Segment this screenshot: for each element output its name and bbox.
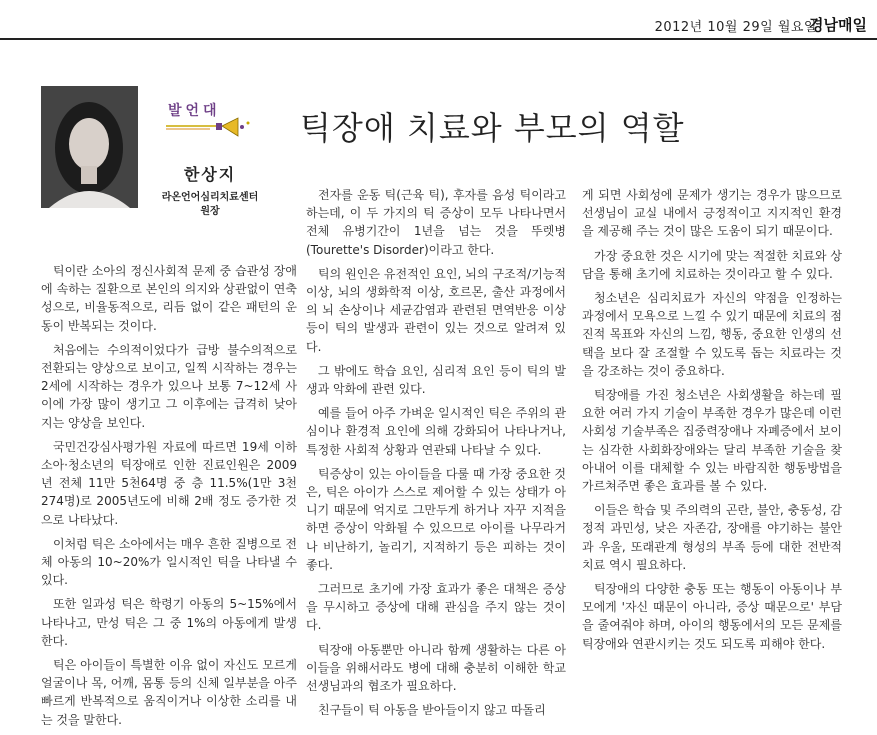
paragraph: 틱장애 아동뿐만 아니라 함께 생활하는 다른 아이들을 위해서라도 병에 대해 충분히 이해한 학교 선생님과의 협조가 필요하다. [306, 642, 566, 694]
masthead-rule [0, 38, 877, 40]
paragraph: 이처럼 틱은 소아에서는 매우 흔한 질병으로 전체 아동의 10~20%가 일시적인 틱을 나타낼 수 있다. [41, 536, 297, 588]
column-badge-label: 발언대 [168, 103, 221, 119]
paragraph: 청소년은 심리치료가 자신의 약점을 인정하는 과정에서 모욕으로 느낄 수 있기 때문에 치료의 점진적 목표와 자신의 느낌, 행동, 중요한 인생의 선택을 보다 잘 조절할 수 있도록 돕는 치료라는 것을 강조하는 것이 중요하다. [582, 291, 842, 378]
paragraph: 그 밖에도 학습 요인, 심리적 요인 등이 틱의 발생과 악화에 관련 있다. [306, 363, 566, 397]
newspaper-name: 경남매일 [809, 16, 867, 34]
paragraph: 이들은 학습 및 주의력의 곤란, 불안, 충동성, 감정적 과민성, 낮은 자존감, 장애를 야기하는 불안과 우울, 또래관계 형성의 부족 등에 대한 전반적 치료 역시 필요하다. [582, 503, 842, 572]
article-column-3 [582, 186, 842, 659]
author-name: 한상지 [183, 165, 237, 184]
paragraph: 틱의 원인은 유전적인 요인, 뇌의 구조적/기능적 이상, 뇌의 생화학적 이상, 호르몬, 출산 과정에서의 뇌 손상이나 세균감염과 관련된 면역반응 이상 등이 틱의 발생과 관련이 있는 것으로 알려져 있다. [306, 266, 566, 354]
author-affiliation: 라온언어심리치료센터 [161, 192, 259, 203]
paragraph: 틱장애를 가진 청소년은 사회생활을 하는데 필요한 여러 가지 기술이 부족한 경우가 많은데 이런 사회성 기술부족은 집중력장애나 자폐증에서 보이는 심각한 사회화장애와는 달리 부족한 기술을 찾아내어 이를 대체할 수 있는 바람직한 행동방법을 가르쳐주면 좋은 효과를 볼 수 있다. [582, 388, 842, 494]
paragraph: 또한 일과성 틱은 학령기 아동의 5~15%에서 나타나고, 만성 틱은 그 중 1%의 아동에게 발생한다. [41, 597, 297, 648]
masthead [0, 0, 877, 40]
author-block [150, 162, 270, 219]
paragraph: 틱은 아이들이 특별한 이유 없이 자신도 모르게 얼굴이나 목, 어깨, 몸통 등의 신체 일부분을 아주 빠르게 반복적으로 움직이거나 이상한 소리를 내는 것을 말한다. [41, 658, 297, 727]
paragraph: 게 되면 사회성에 문제가 생기는 경우가 많으므로 선생님이 교실 내에서 긍정적이고 지지적인 환경을 제공해 주는 것이 많은 도움이 되기 때문이다. [582, 188, 842, 239]
paragraph: 틱이란 소아의 정신사회적 문제 중 습관성 장애에 속하는 질환으로 본인의 의지와 상관없이 연축성으로, 비율동적으로, 리듬 없이 같은 패턴의 운동이 반복되는 것이다. [41, 264, 297, 333]
author-photo [41, 86, 138, 208]
paragraph: 친구들이 틱 아동을 받아들이지 않고 따돌리 [318, 703, 546, 718]
article-column-1 [41, 262, 297, 735]
paragraph: 처음에는 수의적이었다가 급방 불수의적으로 전환되는 양상으로 보이고, 일찍 시작하는 경우는 2세에 시작하는 경우가 있으나 보통 7~12세 사이에 가장 많이 생기고 그 이후에는 급격히 낮아지는 양상을 보인다. [41, 342, 297, 430]
paragraph: 전자를 운동 틱(근육 틱), 후자를 음성 틱이라고 하는데, 이 두 가지의 틱 증상이 모두 나타나면서 전체 유병기간이 1년을 넘는 것을 뚜렛병(Tourette's Disorder)이라고 한다. [306, 188, 566, 257]
paragraph: 국민건강심사평가원 자료에 따르면 19세 이하 소아·청소년의 틱장애로 인한 진료인원은 2009년 전체 11만 5천64명 중 층 11.5%(1만 3천274명)로 2005년도에 비해 2배 정도 증가한 것으로 나타났다. [41, 439, 297, 527]
article-column-2 [306, 186, 566, 725]
issue-date: 2012년 10월 29일 월요일 [654, 20, 817, 35]
paragraph: 가장 중요한 것은 시기에 맞는 적절한 치료와 상담을 통해 초기에 치료하는 것이라고 할 수 있다. [582, 248, 842, 281]
paragraph: 그러므로 초기에 가장 효과가 좋은 대책은 증상을 무시하고 증상에 대해 관심을 주지 않는 것이다. [306, 582, 566, 633]
author-title: 원장 [200, 206, 220, 217]
paragraph: 틱증상이 있는 아이들을 다룰 때 가장 중요한 것은, 틱은 아이가 스스로 제어할 수 있는 상태가 아니기 때문에 억지로 그만두게 하거나 자꾸 지적을 하면 증상이 악화될 수 있으므로 아이를 나무라거나 비난하기, 놀리기, 지적하기 등은 피하는 것이 좋다. [306, 466, 566, 572]
paragraph: 틱장애의 다양한 충동 또는 행동이 아동이나 부모에게 '자신 때문이 아니라, 증상 때문으로' 부담을 줄여줘야 하며, 아이의 행동에서의 모든 문제를 틱장애와 연관시키는 것도 되도록 피해야 한다. [582, 582, 842, 651]
paragraph: 예를 들어 아주 가벼운 일시적인 틱은 주위의 관심이나 환경적 요인에 의해 강화되어 나타나거나, 특정한 사회적 상황과 연관돼 나타날 수 있다. [306, 406, 566, 457]
article-headline: 틱장애 치료와 부모의 역할 [300, 109, 685, 147]
column-badge [166, 96, 256, 140]
